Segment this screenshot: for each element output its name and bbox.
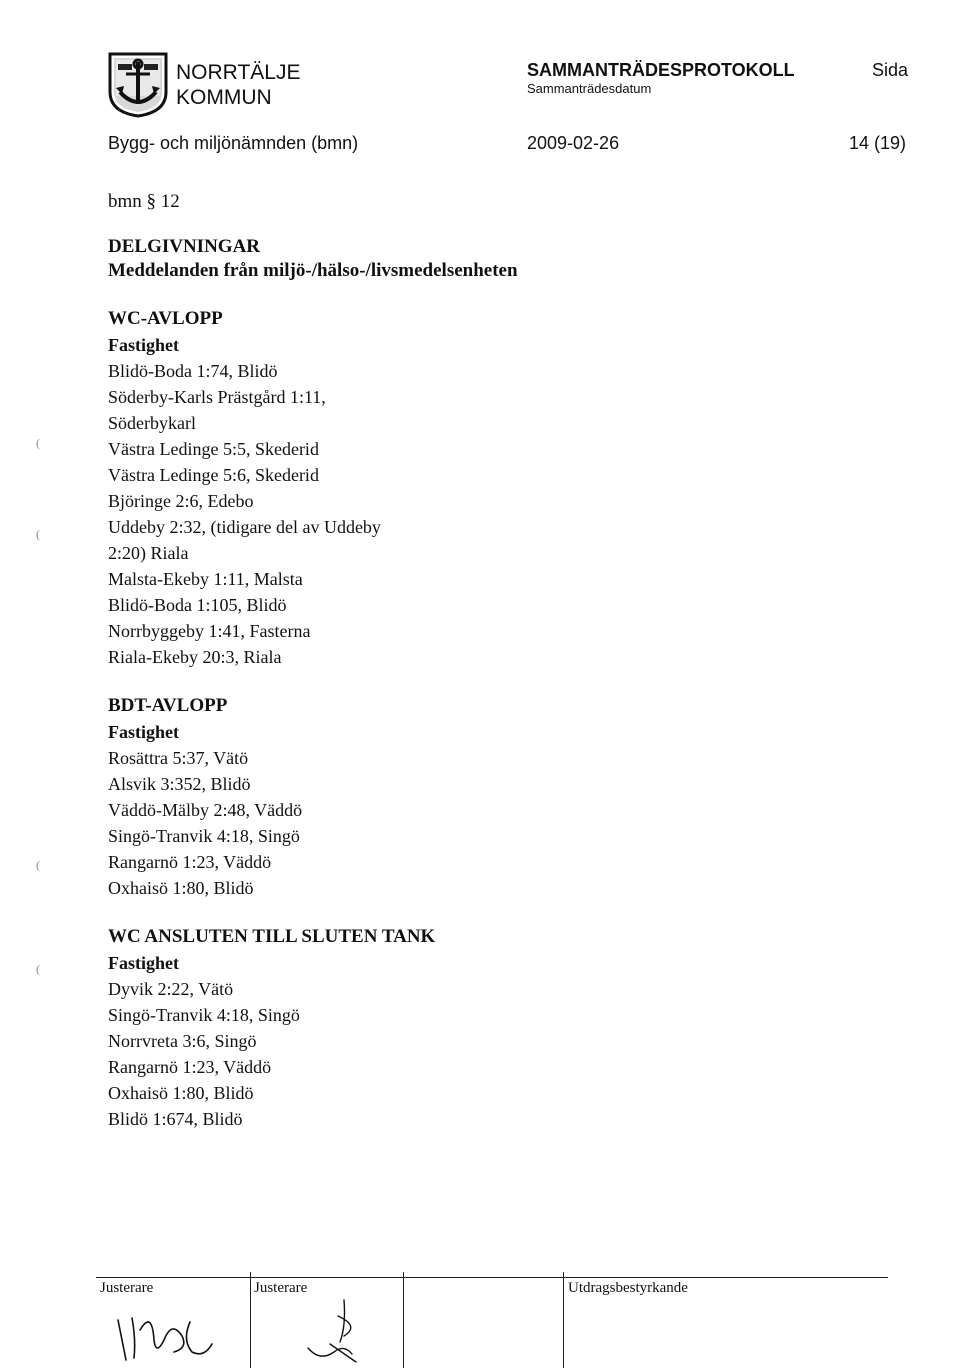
footer-divider [563, 1272, 564, 1368]
property-item: Söderbykarl [108, 413, 196, 433]
document-title: SAMMANTRÄDESPROTOKOLL [527, 60, 795, 80]
property-item: Oxhaisö 1:80, Blidö [108, 1083, 254, 1103]
property-item: Norrvreta 3:6, Singö [108, 1031, 257, 1051]
group-label: Fastighet [108, 335, 179, 355]
heading-subtitle: Meddelanden från miljö-/hälso-/livsmedelsenheten [108, 260, 518, 281]
committee-name: Bygg- och miljönämnden (bmn) [108, 133, 359, 153]
organization-name [176, 60, 300, 110]
group-sluten-tank [108, 924, 435, 1132]
justerare-label-1: Justerare [100, 1280, 154, 1296]
signature-1-icon [112, 1300, 222, 1362]
meeting-date: 2009-02-26 [527, 133, 620, 153]
property-item: Rangarnö 1:23, Väddö [108, 1057, 272, 1077]
org-name-line1: NORRTÄLJE [176, 61, 301, 84]
property-item: Västra Ledinge 5:5, Skederid [108, 439, 319, 459]
group-title: BDT-AVLOPP [108, 695, 228, 716]
property-item: Rosättra 5:37, Vätö [108, 748, 249, 768]
property-item: Björinge 2:6, Edebo [108, 491, 254, 511]
margin-mark: ( [36, 436, 40, 450]
heading-title: DELGIVNINGAR [108, 236, 261, 257]
property-item: 2:20) Riala [108, 543, 189, 563]
property-item: Blidö-Boda 1:105, Blidö [108, 595, 287, 615]
group-label: Fastighet [108, 953, 179, 973]
property-item: Väddö-Mälby 2:48, Väddö [108, 800, 303, 820]
property-item: Oxhaisö 1:80, Blidö [108, 878, 254, 898]
group-title: WC ANSLUTEN TILL SLUTEN TANK [108, 926, 436, 947]
justerare-label-2: Justerare [254, 1280, 308, 1296]
footer-divider [250, 1272, 251, 1368]
anchor-crest-icon [108, 52, 168, 118]
utdragsbestyrkande-label: Utdragsbestyrkande [568, 1280, 688, 1296]
group-bdt-avlopp [108, 693, 302, 901]
property-item: Alsvik 3:352, Blidö [108, 774, 251, 794]
property-item: Söderby-Karls Prästgård 1:11, [108, 387, 326, 407]
meeting-date-label: Sammanträdesdatum [527, 81, 652, 96]
property-item: Singö-Tranvik 4:18, Singö [108, 1005, 300, 1025]
group-wc-avlopp [108, 306, 381, 670]
page-number: 14 (19) [849, 133, 907, 153]
margin-mark: ( [36, 962, 40, 976]
margin-mark: ( [36, 527, 40, 541]
property-item: Dyvik 2:22, Vätö [108, 979, 234, 999]
group-label: Fastighet [108, 722, 179, 742]
property-item: Singö-Tranvik 4:18, Singö [108, 826, 300, 846]
property-item: Uddeby 2:32, (tidigare del av Uddeby [108, 517, 381, 537]
org-name-line2: KOMMUN [176, 86, 272, 109]
group-title: WC-AVLOPP [108, 308, 223, 329]
property-item: Blidö-Boda 1:74, Blidö [108, 361, 278, 381]
property-item: Rangarnö 1:23, Väddö [108, 852, 272, 872]
margin-mark: ( [36, 858, 40, 872]
footer-divider [403, 1272, 404, 1368]
property-item: Västra Ledinge 5:6, Skederid [108, 465, 319, 485]
footer-rule [96, 1277, 888, 1278]
section-reference: bmn § 12 [108, 191, 180, 212]
signature-2-icon [300, 1296, 380, 1366]
page-label: Sida [872, 60, 909, 80]
property-item: Riala-Ekeby 20:3, Riala [108, 647, 282, 667]
section-heading [108, 235, 518, 283]
property-item: Norrbyggeby 1:41, Fasterna [108, 621, 311, 641]
property-item: Malsta-Ekeby 1:11, Malsta [108, 569, 303, 589]
property-item: Blidö 1:674, Blidö [108, 1109, 243, 1129]
